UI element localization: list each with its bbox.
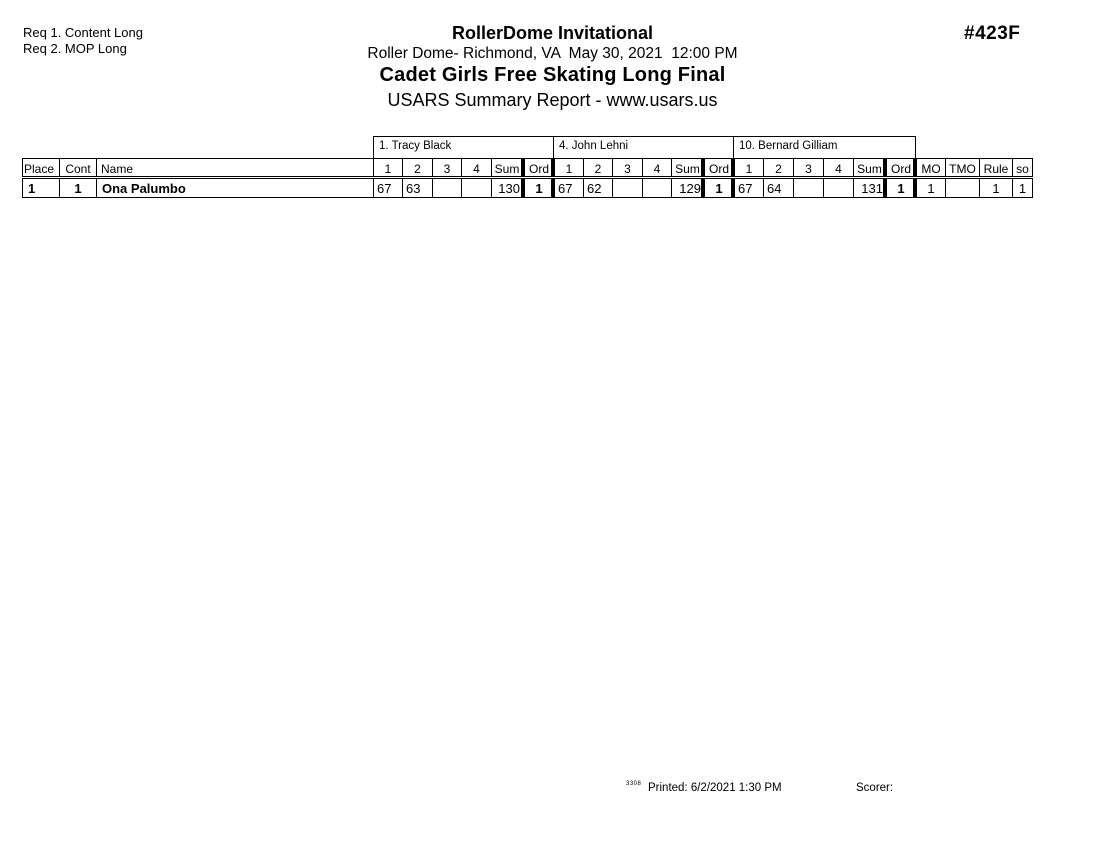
scorer-label: Scorer: (856, 782, 894, 794)
col-j1-ord: Ord (521, 158, 554, 177)
col-so: so (1012, 158, 1033, 177)
j2-score-2: 62 (583, 178, 613, 198)
requirement-1: Req 1. Content Long (23, 25, 143, 40)
j1-score-4 (461, 178, 492, 198)
event-name: Cadet Girls Free Skating Long Final (379, 64, 726, 86)
j1-sum: 130 (491, 178, 523, 198)
col-j3-score-4: 4 (823, 158, 854, 177)
col-j2-sum: Sum (671, 158, 704, 177)
so-value: 1 (1012, 178, 1033, 198)
j1-score-3 (432, 178, 462, 198)
col-j2-score-4: 4 (642, 158, 672, 177)
j1-score-2: 63 (402, 178, 433, 198)
col-j1-score-3: 3 (432, 158, 462, 177)
judge-header-1: 1. Tracy Black (373, 136, 554, 158)
j2-sum: 129 (671, 178, 704, 198)
j2-score-3 (612, 178, 643, 198)
col-cont: Cont (59, 158, 97, 177)
j3-score-1: 67 (731, 178, 764, 198)
col-name: Name (96, 158, 374, 177)
footer-code: 3308 (626, 781, 642, 787)
judge-header-2: 4. John Lehni (553, 136, 734, 158)
j3-score-4 (823, 178, 854, 198)
j2-score-1: 67 (551, 178, 584, 198)
report-name: USARS Summary Report - www.usars.us (387, 90, 718, 110)
col-place: Place (22, 158, 60, 177)
mo-value: 1 (913, 178, 946, 198)
place-value: 1 (22, 178, 60, 198)
skater-name: Ona Palumbo (96, 178, 374, 198)
col-j1-sum: Sum (491, 158, 523, 177)
requirement-2: Req 2. MOP Long (23, 41, 127, 56)
j3-sum: 131 (853, 178, 886, 198)
col-tmo: TMO (945, 158, 980, 177)
competition-title: RollerDome Invitational (451, 23, 654, 43)
judge-header-3: 10. Bernard Gilliam (733, 136, 916, 158)
col-j1-score-1: 1 (373, 158, 403, 177)
j1-ord: 1 (521, 178, 554, 198)
col-j2-score-2: 2 (583, 158, 613, 177)
j2-ord: 1 (701, 178, 734, 198)
j1-score-1: 67 (373, 178, 403, 198)
col-j1-score-4: 4 (461, 158, 492, 177)
col-j1-score-2: 2 (402, 158, 433, 177)
j2-score-4 (642, 178, 672, 198)
j3-ord: 1 (883, 178, 916, 198)
col-rule: Rule (979, 158, 1013, 177)
col-j2-ord: Ord (701, 158, 734, 177)
col-j3-ord: Ord (883, 158, 916, 177)
col-j3-score-1: 1 (731, 158, 764, 177)
col-j3-score-3: 3 (793, 158, 824, 177)
rule-value: 1 (979, 178, 1013, 198)
j3-score-2: 64 (763, 178, 794, 198)
cont-value: 1 (59, 178, 97, 198)
event-number: #423F (964, 23, 1021, 44)
col-mo: MO (913, 158, 946, 177)
col-j3-score-2: 2 (763, 158, 794, 177)
tmo-value (945, 178, 980, 198)
venue-date: Roller Dome- Richmond, VA May 30, 2021 12:00 PM (367, 45, 738, 62)
printed-timestamp: Printed: 6/2/2021 1:30 PM (648, 782, 782, 794)
col-j3-sum: Sum (853, 158, 886, 177)
j3-score-3 (793, 178, 824, 198)
col-j2-score-1: 1 (551, 158, 584, 177)
col-j2-score-3: 3 (612, 158, 643, 177)
